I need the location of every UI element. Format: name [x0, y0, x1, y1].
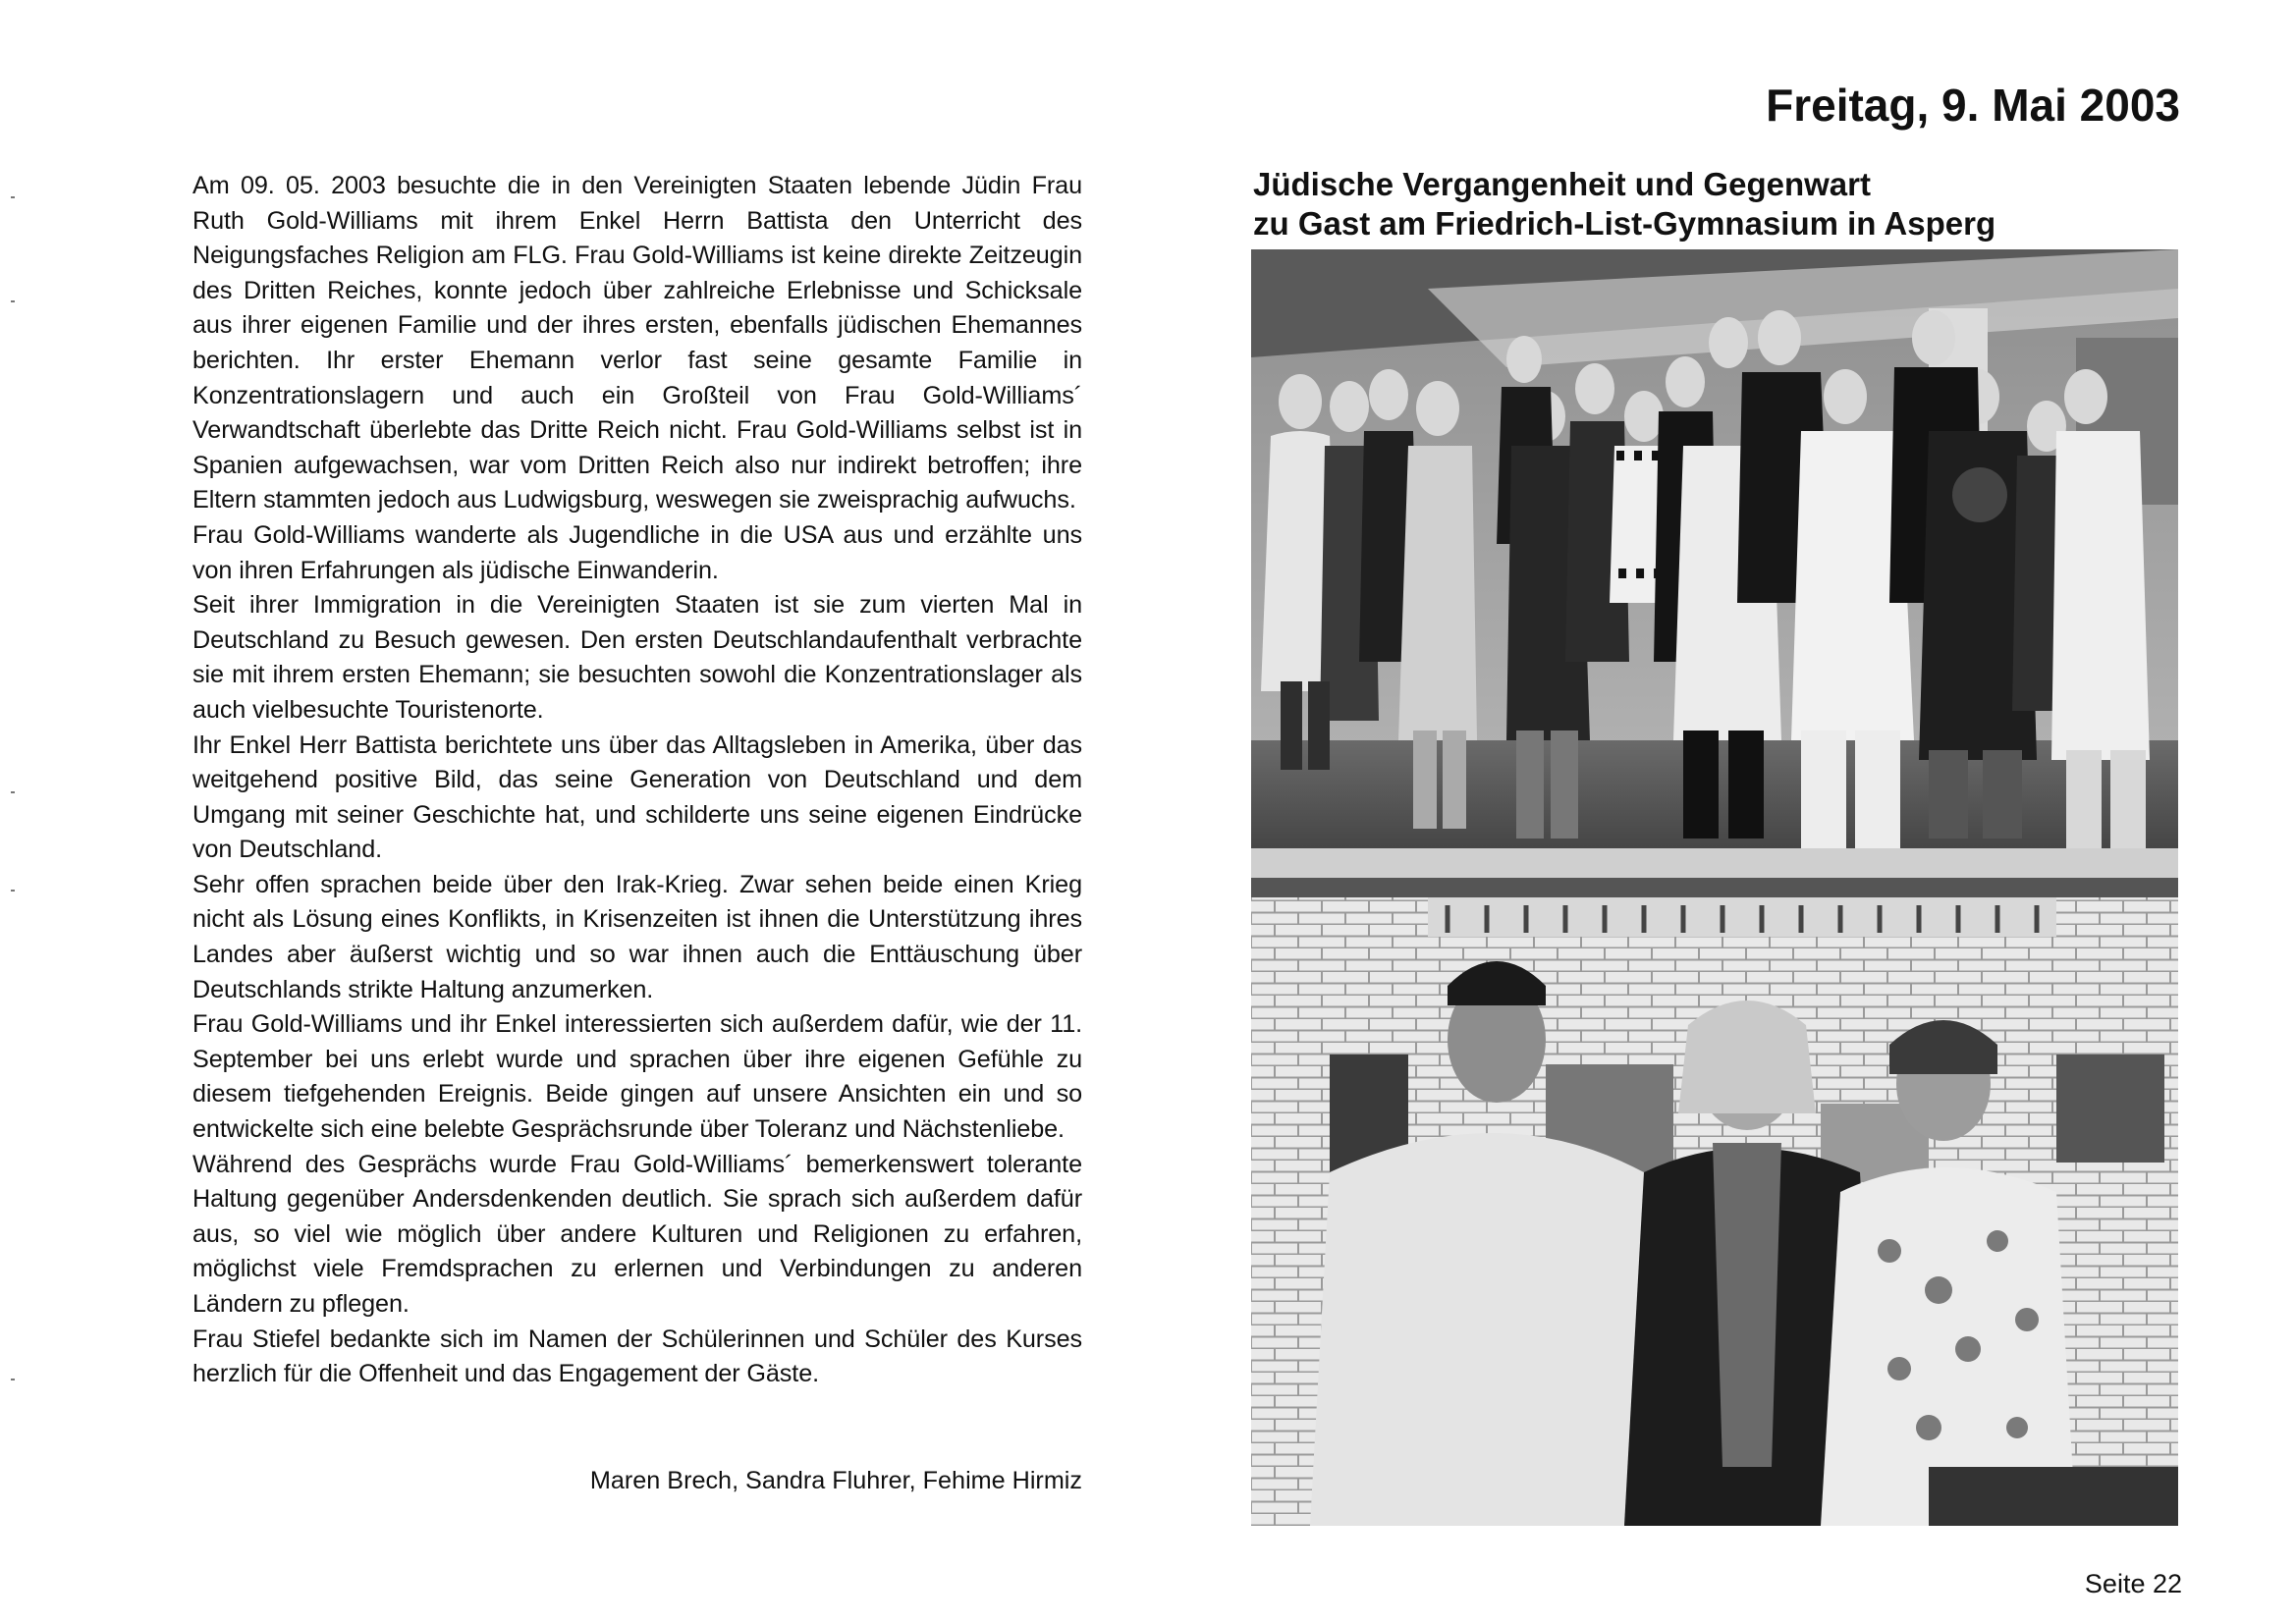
- group-photo: [1251, 249, 2178, 878]
- group-photo-image: [1251, 249, 2178, 878]
- scan-mark: [11, 890, 15, 892]
- article-body: [192, 169, 1082, 1392]
- scan-mark: [11, 300, 15, 302]
- page-number: Seite 22: [2084, 1569, 2182, 1598]
- article-headline: [1253, 165, 2058, 243]
- guests-photo-image: [1251, 878, 2178, 1526]
- guests-photo: [1251, 878, 2178, 1526]
- article-paragraph: Sehr offen sprachen beide über den Irak-Krieg. Zwar sehen beide einen Krieg nicht als Lösung eines Konflikts, in Krisenzeiten ist ihnen die Unterstützung ihres Landes aber äußerst wichtig und so war ihnen auch die Enttäuschung über Deutschlands strikte Haltung anzumerken.: [192, 870, 1082, 1003]
- headline-line-1: Jüdische Vergangenheit und Gegenwart: [1253, 166, 1871, 202]
- article-paragraph: Frau Gold-Williams wanderte als Jugendliche in die USA aus und erzählte uns von ihren Erfahrungen als jüdische Einwanderin.: [192, 520, 1082, 584]
- article-authors: Maren Brech, Sandra Fluhrer, Fehime Hirmiz: [589, 1467, 1082, 1494]
- headline-line-2: zu Gast am Friedrich-List-Gymnasium in Asperg: [1253, 205, 1996, 242]
- article-paragraph: Während des Gesprächs wurde Frau Gold-Williams´ bemerkenswert tolerante Haltung gegenüber Andersdenkenden deutlich. Sie sprach sich außerdem dafür aus, so viel wie möglich über andere Kulturen und Religionen zu erfahren, möglichst viele Fremdsprachen zu erlernen und Verbindungen zu anderen Ländern zu pflegen.: [192, 1150, 1082, 1318]
- article-paragraph: Frau Gold-Williams und ihr Enkel interessierten sich außerdem dafür, wie der 11. September bei uns erlebt wurde und sprachen über ihre eigenen Gefühle zu diesem tiefgehenden Ereignis. Beide gingen auf unsere Ansichten ein und so entwickelte sich eine belebte Gesprächsrunde über Toleranz und Nächstenliebe.: [192, 1010, 1082, 1144]
- scan-mark: [11, 791, 15, 793]
- scan-mark: [11, 196, 15, 198]
- issue-date: Freitag, 9. Mai 2003: [1766, 80, 2180, 131]
- scan-mark: [11, 1379, 15, 1380]
- article-paragraph: Frau Stiefel bedankte sich im Namen der Schülerinnen und Schüler des Kurses herzlich für die Offenheit und das Engagement der Gäste.: [192, 1325, 1082, 1388]
- article-paragraph: Am 09. 05. 2003 besuchte die in den Vereinigten Staaten lebende Jüdin Frau Ruth Gold-Williams mit ihrem Enkel Herrn Battista den Unterricht des Neigungsfaches Religion am FLG. Frau Gold-Williams ist keine direkte Zeitzeugin des Dritten Reiches, konnte jedoch über zahlreiche Erlebnisse und Schicksale aus ihrer eigenen Familie und der ihres ersten, ebenfalls jüdischen Ehemannes berichten. Ihr erster Ehemann verlor fast seine gesamte Familie in Konzentrationslagern und auch ein Großteil von Frau Gold-Williams´ Verwandtschaft überlebte das Dritte Reich nicht. Frau Gold-Williams selbst ist in Spanien aufgewachsen, war vom Dritten Reich also nur indirekt betroffen; ihre Eltern stammten jedoch aus Ludwigsburg, weswegen sie zweisprachig aufwuchs.: [192, 172, 1082, 514]
- article-paragraph: Seit ihrer Immigration in die Vereinigten Staaten ist sie zum vierten Mal in Deutschland zu Besuch gewesen. Den ersten Deutschlandaufenthalt verbrachte sie mit ihrem ersten Ehemann; sie besuchten sowohl die Konzentrationslager als auch vielbesuchte Touristenorte.: [192, 591, 1082, 724]
- article-paragraph: Ihr Enkel Herr Battista berichtete uns über das Alltagsleben in Amerika, über das weitgehend positive Bild, das seine Generation von Deutschland und dem Umgang mit seiner Geschichte hat, und schilderte uns seine eigenen Eindrücke von Deutschland.: [192, 730, 1082, 864]
